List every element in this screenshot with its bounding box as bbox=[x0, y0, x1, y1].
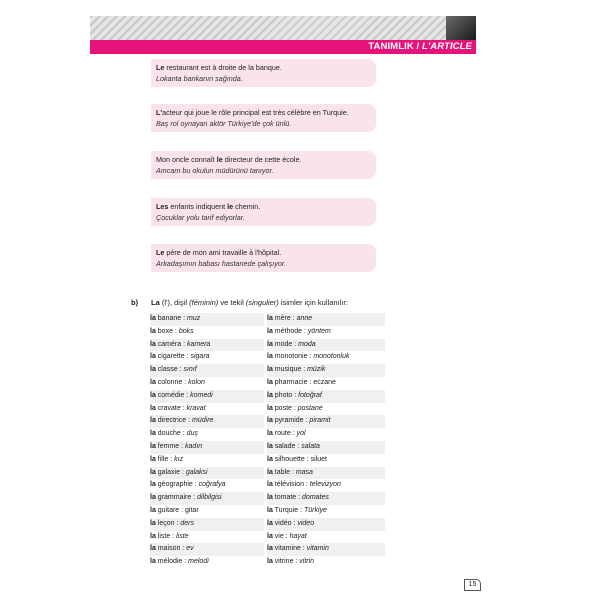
vocab-row bbox=[150, 339, 264, 352]
french-word: Turquie : bbox=[272, 507, 304, 514]
article: la bbox=[267, 379, 273, 386]
vocab-row bbox=[150, 454, 264, 467]
article: la bbox=[267, 340, 273, 348]
turkish-word: vitrin bbox=[299, 558, 315, 566]
vocab-row bbox=[267, 479, 385, 492]
french-word: caméra : bbox=[155, 340, 187, 348]
turkish-word: boks bbox=[178, 327, 194, 335]
article: la bbox=[150, 340, 156, 348]
turkish-word: piramit bbox=[309, 417, 331, 425]
article: la bbox=[267, 558, 273, 566]
example-box-1 bbox=[151, 59, 376, 87]
french-word: classe : bbox=[155, 366, 184, 374]
french-word: femme : bbox=[155, 443, 186, 450]
turkish-word: Türkiye bbox=[303, 507, 327, 514]
vocab-row bbox=[150, 351, 264, 364]
header-stripes bbox=[90, 16, 476, 40]
article: la bbox=[267, 430, 273, 438]
turkish-word: duş bbox=[186, 430, 198, 438]
french-word: photo : bbox=[272, 391, 299, 399]
turkish-word: postane bbox=[297, 404, 323, 412]
vocab-row bbox=[150, 415, 264, 428]
french-word: silhouette : siluet bbox=[272, 455, 327, 463]
turkish-word: dilbilgisi bbox=[197, 494, 222, 502]
french-word: monotonie : bbox=[272, 353, 314, 361]
french-word: géographie : bbox=[155, 481, 199, 489]
vocab-row bbox=[267, 339, 385, 352]
vocab-row bbox=[267, 454, 385, 467]
vocab-row bbox=[267, 531, 385, 544]
vocab-row bbox=[150, 505, 264, 518]
article: la bbox=[150, 481, 156, 489]
french-word: mère : bbox=[272, 315, 297, 322]
turkish-word: domates bbox=[302, 494, 329, 502]
french-word: tomate : bbox=[272, 494, 303, 502]
article: la bbox=[267, 315, 273, 322]
french-word: vie : bbox=[272, 532, 290, 540]
vocab-row bbox=[267, 441, 385, 454]
vocab-row bbox=[150, 313, 264, 326]
french-word: mélodie : bbox=[155, 558, 189, 566]
turkish-word: salata bbox=[301, 443, 320, 450]
article: la bbox=[267, 507, 273, 514]
french-word: comédie : bbox=[155, 391, 191, 399]
vocab-row bbox=[267, 543, 385, 556]
article: la bbox=[150, 443, 156, 450]
article: la bbox=[150, 327, 156, 335]
french-word: banane : bbox=[155, 315, 187, 322]
french-word: pyramide : bbox=[272, 417, 310, 425]
french-word: directrice : bbox=[155, 417, 193, 425]
french-sentence: Le père de mon ami travaille à l'hôpital. bbox=[156, 248, 282, 257]
vocab-row bbox=[267, 313, 385, 326]
vocab-row bbox=[267, 428, 385, 441]
article: la bbox=[267, 366, 273, 374]
french-word: vitrine : bbox=[272, 558, 300, 566]
turkish-word: kamera bbox=[186, 340, 211, 348]
turkish-word: melodi bbox=[188, 558, 209, 566]
article: la bbox=[150, 391, 156, 399]
turkish-word: muz bbox=[186, 315, 201, 322]
article: la bbox=[150, 379, 156, 386]
french-sentence: L'acteur qui joue le rôle principal est très célèbre en Turquie. bbox=[156, 108, 349, 117]
french-word: douche : bbox=[155, 430, 187, 438]
vocab-row bbox=[267, 556, 385, 569]
french-word: leçon : bbox=[155, 519, 181, 527]
article: la bbox=[150, 468, 156, 476]
french-word: grammaire : bbox=[155, 494, 198, 502]
turkish-word: monotonluk bbox=[313, 353, 350, 361]
article: la bbox=[150, 366, 156, 374]
article: la bbox=[150, 315, 156, 322]
vocab-row bbox=[267, 492, 385, 505]
turkish-word: moda bbox=[298, 340, 316, 348]
turkish-word: hayat bbox=[289, 532, 307, 540]
vocab-row bbox=[267, 403, 385, 416]
vocab-row bbox=[150, 556, 264, 569]
article: la bbox=[150, 558, 156, 566]
french-word: maison : bbox=[155, 545, 187, 553]
turkish-word: kadın bbox=[185, 443, 203, 450]
article: la bbox=[150, 532, 156, 540]
turkish-word: kolon bbox=[188, 379, 205, 386]
french-word: galaxie : bbox=[155, 468, 186, 476]
article: la bbox=[150, 455, 156, 463]
article: la bbox=[267, 353, 273, 361]
article: la bbox=[267, 494, 273, 502]
french-sentence: Les enfants indiquent le chemin. bbox=[156, 202, 261, 211]
french-word: salade : bbox=[272, 443, 302, 450]
turkish-word: sınıf bbox=[183, 366, 197, 374]
turkish-word: televizyon bbox=[309, 481, 341, 489]
vocab-row bbox=[150, 403, 264, 416]
page-number: 15 bbox=[464, 579, 481, 591]
vocab-row bbox=[150, 428, 264, 441]
article: la bbox=[267, 519, 273, 527]
article: la bbox=[267, 545, 273, 553]
turkish-word: kız bbox=[174, 455, 184, 463]
article: la bbox=[267, 443, 273, 450]
article: la bbox=[150, 494, 156, 502]
turkish-word: sigara bbox=[190, 353, 210, 361]
french-word: méthode : bbox=[272, 327, 308, 335]
article: la bbox=[267, 455, 273, 463]
french-sentence: Le restaurant est à droite de la banque. bbox=[156, 63, 282, 72]
example-box-5 bbox=[151, 244, 376, 272]
turkish-word: müdire bbox=[192, 417, 214, 425]
vocab-row bbox=[150, 479, 264, 492]
article: la bbox=[267, 417, 273, 425]
article: la bbox=[267, 391, 273, 399]
vocab-row bbox=[150, 364, 264, 377]
french-word: poste : bbox=[272, 404, 298, 412]
section-b-heading: b) La (l'), dişil (féminin) ve tekil (singulier) isimler için kullanılır: bbox=[131, 298, 348, 307]
vocab-row bbox=[150, 543, 264, 556]
example-box-4 bbox=[151, 198, 376, 226]
french-word: cigarette : bbox=[155, 353, 191, 361]
turkish-word: ev bbox=[186, 545, 194, 553]
article: la bbox=[150, 519, 156, 527]
vocab-row bbox=[267, 505, 385, 518]
turkish-word: anne bbox=[296, 315, 313, 322]
vocab-row bbox=[267, 326, 385, 339]
french-word: route : bbox=[272, 430, 297, 438]
french-word: mode : bbox=[272, 340, 299, 348]
french-word: pharmacie : eczane bbox=[272, 379, 336, 386]
article: la bbox=[267, 468, 273, 476]
article: la bbox=[150, 417, 156, 425]
article: la bbox=[150, 430, 156, 438]
vocab-row bbox=[267, 518, 385, 531]
vocab-row bbox=[267, 467, 385, 480]
vocab-row bbox=[150, 326, 264, 339]
french-word: cravate : bbox=[155, 404, 187, 412]
french-word: liste : bbox=[155, 532, 177, 540]
turkish-translation: Baş rol oynayan aktör Türkiye'de çok ünlü. bbox=[156, 119, 292, 128]
french-word: télévision : bbox=[272, 481, 310, 489]
article: la bbox=[150, 507, 156, 514]
article: la bbox=[150, 404, 156, 412]
vocab-row bbox=[150, 467, 264, 480]
article: la bbox=[150, 353, 156, 361]
article: la bbox=[267, 481, 273, 489]
french-word: table : bbox=[272, 468, 296, 476]
turkish-word: galaksi bbox=[185, 468, 208, 476]
article: la bbox=[267, 327, 273, 335]
french-word: colonne : bbox=[155, 379, 189, 386]
turkish-translation: Lokanta bankanın sağında. bbox=[156, 74, 243, 83]
article: la bbox=[267, 404, 273, 412]
turkish-word: müzik bbox=[307, 366, 326, 374]
french-word: vitamine : bbox=[272, 545, 307, 553]
article: la bbox=[150, 545, 156, 553]
turkish-translation: Çocuklar yolu tarif ediyorlar. bbox=[156, 213, 245, 222]
turkish-word: vitamin bbox=[306, 545, 329, 553]
vocab-row bbox=[267, 390, 385, 403]
turkish-translation: Amcam bu okulun müdürünü tanıyor. bbox=[156, 166, 274, 175]
turkish-word: yöntem bbox=[307, 327, 331, 335]
turkish-word: kravat bbox=[186, 404, 206, 412]
french-word: vidéo : bbox=[272, 519, 298, 527]
french-word: guitare : gitar bbox=[155, 507, 199, 514]
vocab-row bbox=[150, 492, 264, 505]
french-word: musique : bbox=[272, 366, 308, 374]
vocab-row bbox=[267, 364, 385, 377]
section-letter: b) bbox=[131, 298, 139, 307]
french-word: boxe : bbox=[155, 327, 179, 335]
turkish-word: liste bbox=[176, 532, 189, 540]
turkish-word: komedi bbox=[190, 391, 213, 399]
vocab-row bbox=[150, 441, 264, 454]
turkish-word: masa bbox=[295, 468, 313, 476]
article: la bbox=[267, 532, 273, 540]
vocab-row bbox=[267, 351, 385, 364]
turkish-word: video bbox=[297, 519, 315, 527]
vocab-row bbox=[267, 415, 385, 428]
french-word: fille : bbox=[155, 455, 175, 463]
vocab-row bbox=[150, 531, 264, 544]
turkish-word: ders bbox=[180, 519, 194, 527]
turkish-word: coğrafya bbox=[198, 481, 226, 489]
turkish-word: yol bbox=[296, 430, 306, 438]
french-sentence: Mon oncle connaît le directeur de cette école. bbox=[156, 155, 302, 164]
vocab-row bbox=[150, 390, 264, 403]
example-box-2 bbox=[151, 104, 376, 132]
vocab-row bbox=[150, 518, 264, 531]
vocab-row bbox=[150, 377, 264, 390]
turkish-translation: Arkadaşımın babası hastanede çalışıyor. bbox=[156, 259, 286, 268]
header-dark-corner bbox=[446, 16, 476, 40]
vocab-row bbox=[267, 377, 385, 390]
example-box-3 bbox=[151, 151, 376, 179]
turkish-word: fotoğraf bbox=[298, 391, 322, 399]
chapter-title: TANIMLIK / L'ARTICLE bbox=[368, 41, 472, 52]
